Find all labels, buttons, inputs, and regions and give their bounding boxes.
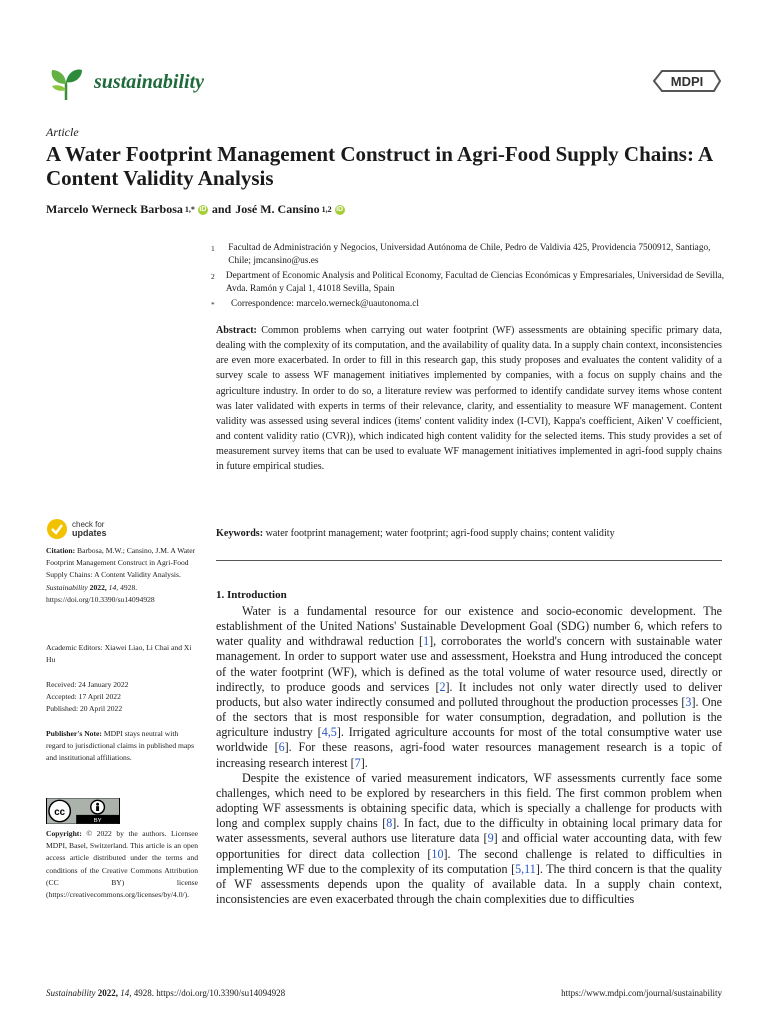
keywords-label: Keywords:: [216, 528, 264, 539]
sprout-icon: [46, 62, 86, 102]
orcid-icon[interactable]: iD: [336, 205, 344, 213]
check-label: check for: [72, 520, 105, 529]
dates: Received: 24 January 2022 Accepted: 17 April 2022 Published: 20 April 2022: [46, 680, 129, 714]
correspondence: * Correspondence: marcelo.werneck@uautonoma.cl: [211, 299, 419, 309]
footer-journal-url[interactable]: https://www.mdpi.com/journal/sustainability: [561, 988, 722, 998]
author-affiliation-mark: 1,2: [321, 205, 332, 214]
abstract: [216, 323, 722, 475]
cc-by-license-badge[interactable]: [46, 798, 120, 824]
author-name[interactable]: Marcelo Werneck Barbosa: [46, 202, 183, 216]
citation-link[interactable]: 6: [278, 740, 285, 755]
citation-link[interactable]: 3: [685, 694, 692, 709]
affiliation-item: 2 Department of Economic Analysis and Political Economy, Facultad de Ciencias Económicas y Empresariales, Universidad de Sevilla, Avda. Ramón y Cajal 1, 41018 Sevilla, Spain: [211, 271, 725, 294]
paragraph: Water is a fundamental resource for our existence and socio-economic development. The establishment of the United Nations' Sustainable Development Goal (SDG) number 6, which refers to water quality and withdrawal reduction [1], corroborates the world's concern with sustainable water management. In order to support water use and assessment, Hoekstra and Hung introduced the concept of the water footprint (WF), which is defined as the total volume of water resource used, directly or indirectly, to produce goods and services [2]. It includes not only water directly used to deliver products, but also water indirectly consumed and polluted throughout the production processes [3]. One of the sectors that is most responsible for water consumption, degradation, and pollution is the agriculture industry [4,5]. Irrigated agriculture accounts for most of the total consumptive water use worldwide [6]. For these reasons, agri-food water resources management research is a topic of increasing research interest [7].: [216, 604, 722, 770]
article-title: A Water Footprint Management Construct in Agri-Food Supply Chains: A Content Validity Analysis: [46, 142, 713, 190]
publisher-note: Publisher's Note: MDPI stays neutral with regard to jurisdictional claims in published maps and institutional affiliations.: [46, 729, 195, 763]
citation-link[interactable]: 7: [354, 755, 361, 770]
citation-block: Citation: Barbosa, M.W.; Cansino, J.M. A Water Footprint Management Construct in Agri-Food Supply Chains: A Content Validity Analysis. Sustainability 2022, 14, 4928. https://doi.org/10.3390/su14094928: [46, 546, 196, 604]
svg-text:cc: cc: [54, 806, 66, 818]
citation-link[interactable]: 8: [386, 816, 393, 831]
article-type: Article: [46, 125, 79, 139]
journal-name: sustainability: [94, 70, 205, 93]
abstract-text: Common problems when carrying out water footprint (WF) assessments are obtaining specific primary data, dealing with the complexity of its computation, and the availability of quality data. In a supply chain context, inconsistencies are even more exacerbated. In order to fill in this research gap, this study proposes and evaluates the content validity of a survey scale to assess WF management initiatives implemented by companies, with a focus on supply chains and the agriculture industry. In order to do so, a literature review was performed to identify candidate survey items whose content was later validated with experts in terms of their relevance, clarity, and essentiality to measure WF management. Content validity was assessed using several indices (items' content validity index (I-CVI), Kappa's coefficient, Aiken' V coefficient, and content validity ratio (CVR)), which indicated high content validity for the selected items. This study provides a set of measurement survey items that can be used to evaluate WF management initiatives implemented in agri-food supply chains in future empirical studies.: [216, 325, 722, 473]
publisher-name: MDPI: [670, 74, 704, 89]
page-footer: [46, 988, 722, 998]
affiliations: [205, 242, 725, 313]
keywords-text: water footprint management; water footprint; agri-food supply chains; content validity: [265, 528, 615, 539]
citation-link[interactable]: 4,5: [321, 725, 337, 740]
citation-link[interactable]: 10: [431, 846, 444, 861]
abstract-label: Abstract:: [216, 325, 257, 336]
copyright: Copyright: © 2022 by the authors. Licensee MDPI, Basel, Switzerland. This article is an open access article distributed under the terms and conditions of the Creative Commons Attribution (CC BY) license (https://creativecommons.org/licenses/by/4.0/).: [46, 829, 198, 900]
check-updates-icon: [46, 518, 68, 540]
orcid-icon[interactable]: iD: [199, 205, 207, 213]
keywords: [216, 528, 722, 539]
author-name[interactable]: José M. Cansino: [235, 202, 320, 216]
mdpi-logo: [652, 68, 722, 98]
cc-by-label: BY: [93, 818, 102, 824]
citation-link[interactable]: 9: [487, 831, 494, 846]
citation-link[interactable]: 2: [439, 679, 446, 694]
academic-editors: Academic Editors: Xiawei Liao, Li Chai and Xi Hu: [46, 643, 192, 665]
section-heading: 1. Introduction: [216, 589, 287, 601]
author-conjunction: and: [211, 202, 232, 216]
paragraph: Despite the existence of varied measurement indicators, WF assessments currently face some challenges, which need to be explored by researchers in this field. The first common problem when adopting WF assessments is obtaining specific data, which is specially a challenge for products with long and complex supply chains [8]. In fact, due to the difficulty in obtaining local primary data for water assessments, several authors use literature data [9] and official water accounting data, with few opportunities for direct data collection [10]. The second challenge is related to difficulties in implementing WF due to the complexity of its computation [5,11]. The third concern is that the quality of WF assessments depends upon the quality of available data. In a supply chain context, inconsistencies are even exacerbated through the chain complexities due to difficulties: [216, 770, 723, 906]
body-text: [216, 604, 722, 907]
citation-link[interactable]: 1: [423, 634, 430, 649]
cc-icon: [47, 798, 119, 824]
affiliation-item: 1 Facultad de Administración y Negocios, Universidad Autónoma de Chile, Pedro de Valdivia 425, Providencia 7500912, Santiago, Chile; jmcansino@us.es: [211, 243, 711, 266]
footer-citation: Sustainability 2022, 14, 4928. https://doi.org/10.3390/su14094928: [46, 988, 286, 998]
author-list: [46, 202, 349, 217]
updates-label: updates: [72, 528, 107, 538]
journal-logo: [46, 62, 204, 102]
divider: [216, 560, 722, 561]
check-for-updates-badge[interactable]: [46, 518, 107, 540]
citation-link[interactable]: 5,11: [515, 861, 536, 876]
author-affiliation-mark: 1,*: [184, 205, 195, 214]
